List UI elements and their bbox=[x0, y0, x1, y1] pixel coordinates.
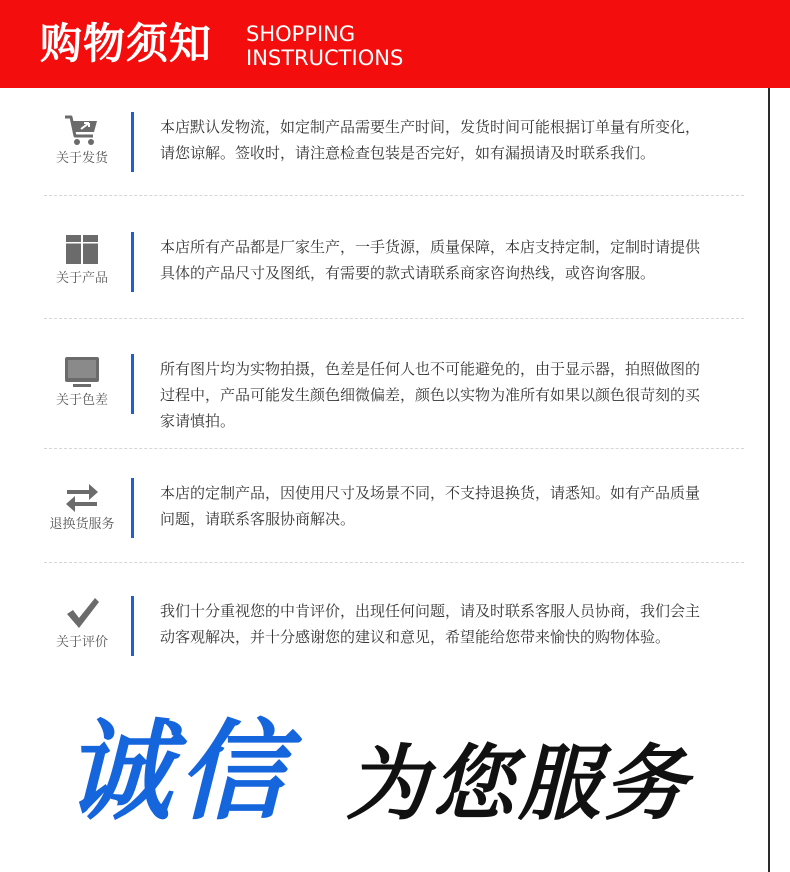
section-label: 关于评价 bbox=[55, 635, 108, 650]
section-label: 关于产品 bbox=[55, 271, 108, 286]
section-accent-bar bbox=[131, 112, 134, 172]
cart-icon bbox=[63, 112, 101, 148]
section-icon-block bbox=[44, 112, 120, 176]
slogan-banner bbox=[0, 700, 790, 850]
section-text-line: 家请慎拍。 bbox=[160, 412, 236, 430]
slogan-blue-text: 诚信 bbox=[64, 709, 293, 835]
section-text bbox=[160, 234, 750, 286]
section-icon-block bbox=[44, 596, 120, 660]
slogan-black-text: 为您服务 bbox=[346, 736, 690, 832]
header-title-en-line1: SHOPPING bbox=[246, 22, 356, 46]
section-label: 关于发货 bbox=[55, 151, 108, 166]
section-divider bbox=[44, 562, 744, 563]
section-text bbox=[160, 114, 750, 166]
section-text bbox=[160, 480, 750, 532]
section-text-line: 所有图片均为实物拍摄，色差是任何人也不可能避免的，由于显示器，拍照做图的 bbox=[160, 360, 701, 378]
header-banner bbox=[0, 0, 790, 88]
section-text-line: 本店所有产品都是厂家生产，一手货源，质量保障，本店支持定制，定制时请提供 bbox=[160, 238, 701, 256]
section-text-line: 动客观解决，并十分感谢您的建议和意见，希望能给您带来愉快的购物体验。 bbox=[160, 628, 671, 646]
section-divider bbox=[44, 318, 744, 319]
section-text-line: 问题，请联系客服协商解决。 bbox=[160, 510, 356, 528]
box-icon bbox=[63, 232, 101, 268]
section-icon-block bbox=[44, 354, 120, 418]
section-divider bbox=[44, 448, 744, 449]
header-title-cn: 购物须知 bbox=[40, 19, 213, 68]
section-text-line: 我们十分重视您的中肯评价，出现任何问题，请及时联系客服人员协商，我们会主 bbox=[160, 602, 701, 620]
checkmark-icon bbox=[63, 596, 101, 632]
header-title-en-line2: INSTRUCTIONS bbox=[246, 46, 404, 70]
section-divider bbox=[44, 195, 744, 196]
section-icon-block bbox=[44, 232, 120, 296]
section-text-line: 过程中，产品可能发生颜色细微偏差，颜色以实物为准所有如果以颜色很苛刻的买 bbox=[160, 386, 701, 404]
section-accent-bar bbox=[131, 232, 134, 292]
section-accent-bar bbox=[131, 596, 134, 656]
section-text-line: 本店默认发物流，如定制产品需要生产时间，发货时间可能根据订单量有所变化， bbox=[160, 118, 701, 136]
section-text-line: 具体的产品尺寸及图纸，有需要的款式请联系商家咨询热线，或咨询客服。 bbox=[160, 264, 656, 282]
section-text bbox=[160, 598, 750, 650]
section-label: 关于色差 bbox=[55, 393, 108, 408]
section-accent-bar bbox=[131, 354, 134, 414]
monitor-icon bbox=[63, 354, 101, 390]
section-text-line: 请您谅解。签收时，请注意检查包装是否完好，如有漏损请及时联系我们。 bbox=[160, 144, 656, 162]
section-text-line: 本店的定制产品，因使用尺寸及场景不同，不支持退换货，请悉知。如有产品质量 bbox=[160, 484, 701, 502]
header-title-en bbox=[246, 22, 403, 70]
section-label: 退换货服务 bbox=[49, 517, 115, 532]
section-text bbox=[160, 356, 750, 434]
section-icon-block bbox=[44, 478, 120, 542]
section-accent-bar bbox=[131, 478, 134, 538]
exchange-arrows-icon bbox=[63, 478, 101, 514]
